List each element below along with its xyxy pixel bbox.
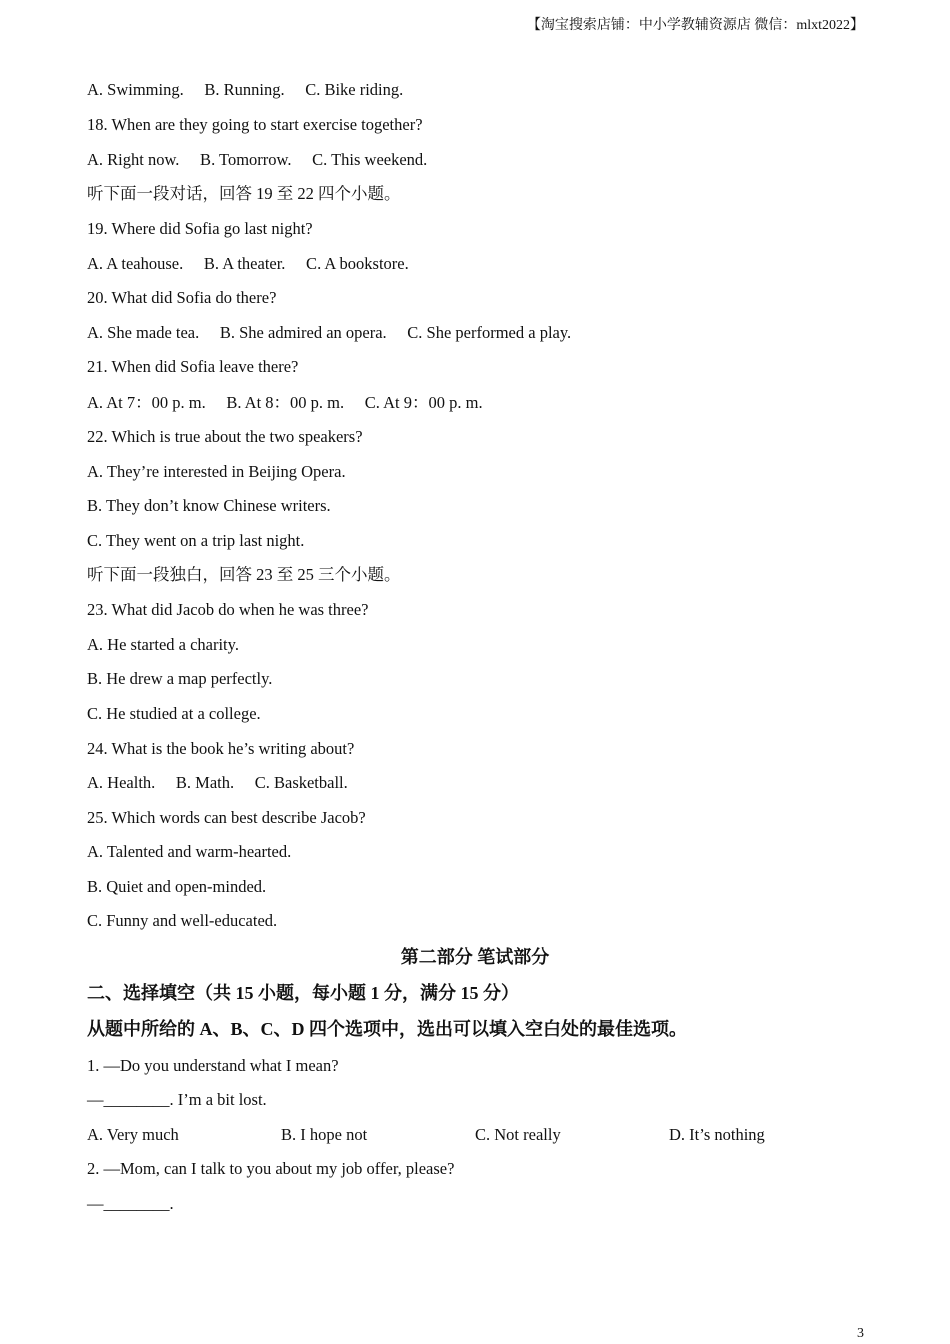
q2-prompt: 2. —Mom, can I talk to you about my job offer, please? xyxy=(87,1159,455,1178)
q23-option-c: C. He studied at a college. xyxy=(87,704,261,723)
q21-question: 21. When did Sofia leave there? xyxy=(87,357,299,376)
q1-option-b: B. I hope not xyxy=(281,1125,368,1144)
section2-heading: 二、选择填空（共 15 小题，每小题 1 分，满分 15 分） xyxy=(87,983,519,1003)
q22-option-c: C. They went on a trip last night. xyxy=(87,531,305,550)
q25-option-c: C. Funny and well-educated. xyxy=(87,911,278,930)
q1-prompt: 1. —Do you understand what I mean? xyxy=(87,1056,339,1075)
q21-options: A. At 7：00 p. m. B. At 8：00 p. m. C. At 9：00 p. m. xyxy=(87,393,483,412)
q20-question: 20. What did Sofia do there? xyxy=(87,288,277,307)
q1-option-a: A. Very much xyxy=(87,1125,179,1144)
q20-options: A. She made tea. B. She admired an opera. C. She performed a play. xyxy=(87,323,572,342)
q19-question: 19. Where did Sofia go last night? xyxy=(87,219,313,238)
q22-option-b: B. They don’t know Chinese writers. xyxy=(87,496,331,515)
q1-option-c: C. Not really xyxy=(475,1125,561,1144)
q19-options: A. A teahouse. B. A theater. C. A bookstore. xyxy=(87,254,409,273)
q22-option-a: A. They’re interested in Beijing Opera. xyxy=(87,462,346,481)
q1-option-d: D. It’s nothing xyxy=(669,1125,765,1144)
q18-options: A. Right now. B. Tomorrow. C. This weekend. xyxy=(87,150,428,169)
q25-option-b: B. Quiet and open-minded. xyxy=(87,877,267,896)
dialogue-instruction: 听下面一段对话，回答 19 至 22 四个小题。 xyxy=(87,184,401,203)
page-header: 【淘宝搜索店铺：中小学教辅资源店 微信：mlxt2022】 xyxy=(526,18,864,33)
monologue-instruction: 听下面一段独白，回答 23 至 25 三个小题。 xyxy=(87,565,401,584)
q17-options: A. Swimming. B. Running. C. Bike riding. xyxy=(87,80,404,99)
q23-option-a: A. He started a charity. xyxy=(87,635,239,654)
q24-options: A. Health. B. Math. C. Basketball. xyxy=(87,773,348,792)
q2-reply: —________. xyxy=(87,1194,174,1213)
q22-question: 22. Which is true about the two speakers? xyxy=(87,427,363,446)
q25-option-a: A. Talented and warm-hearted. xyxy=(87,842,292,861)
part2-title: 第二部分 笔试部分 xyxy=(400,947,550,967)
page-number: 3 xyxy=(857,1326,864,1341)
q24-question: 24. What is the book he’s writing about? xyxy=(87,739,355,758)
q23-question: 23. What did Jacob do when he was three? xyxy=(87,600,369,619)
q25-question: 25. Which words can best describe Jacob? xyxy=(87,808,366,827)
q23-option-b: B. He drew a map perfectly. xyxy=(87,669,273,688)
q1-reply: —________. I’m a bit lost. xyxy=(87,1090,267,1109)
q1-options xyxy=(87,1125,887,1145)
section2-instruction: 从题中所给的 A、B、C、D 四个选项中，选出可以填入空白处的最佳选项。 xyxy=(87,1019,687,1039)
q18-question: 18. When are they going to start exercise together? xyxy=(87,115,423,134)
